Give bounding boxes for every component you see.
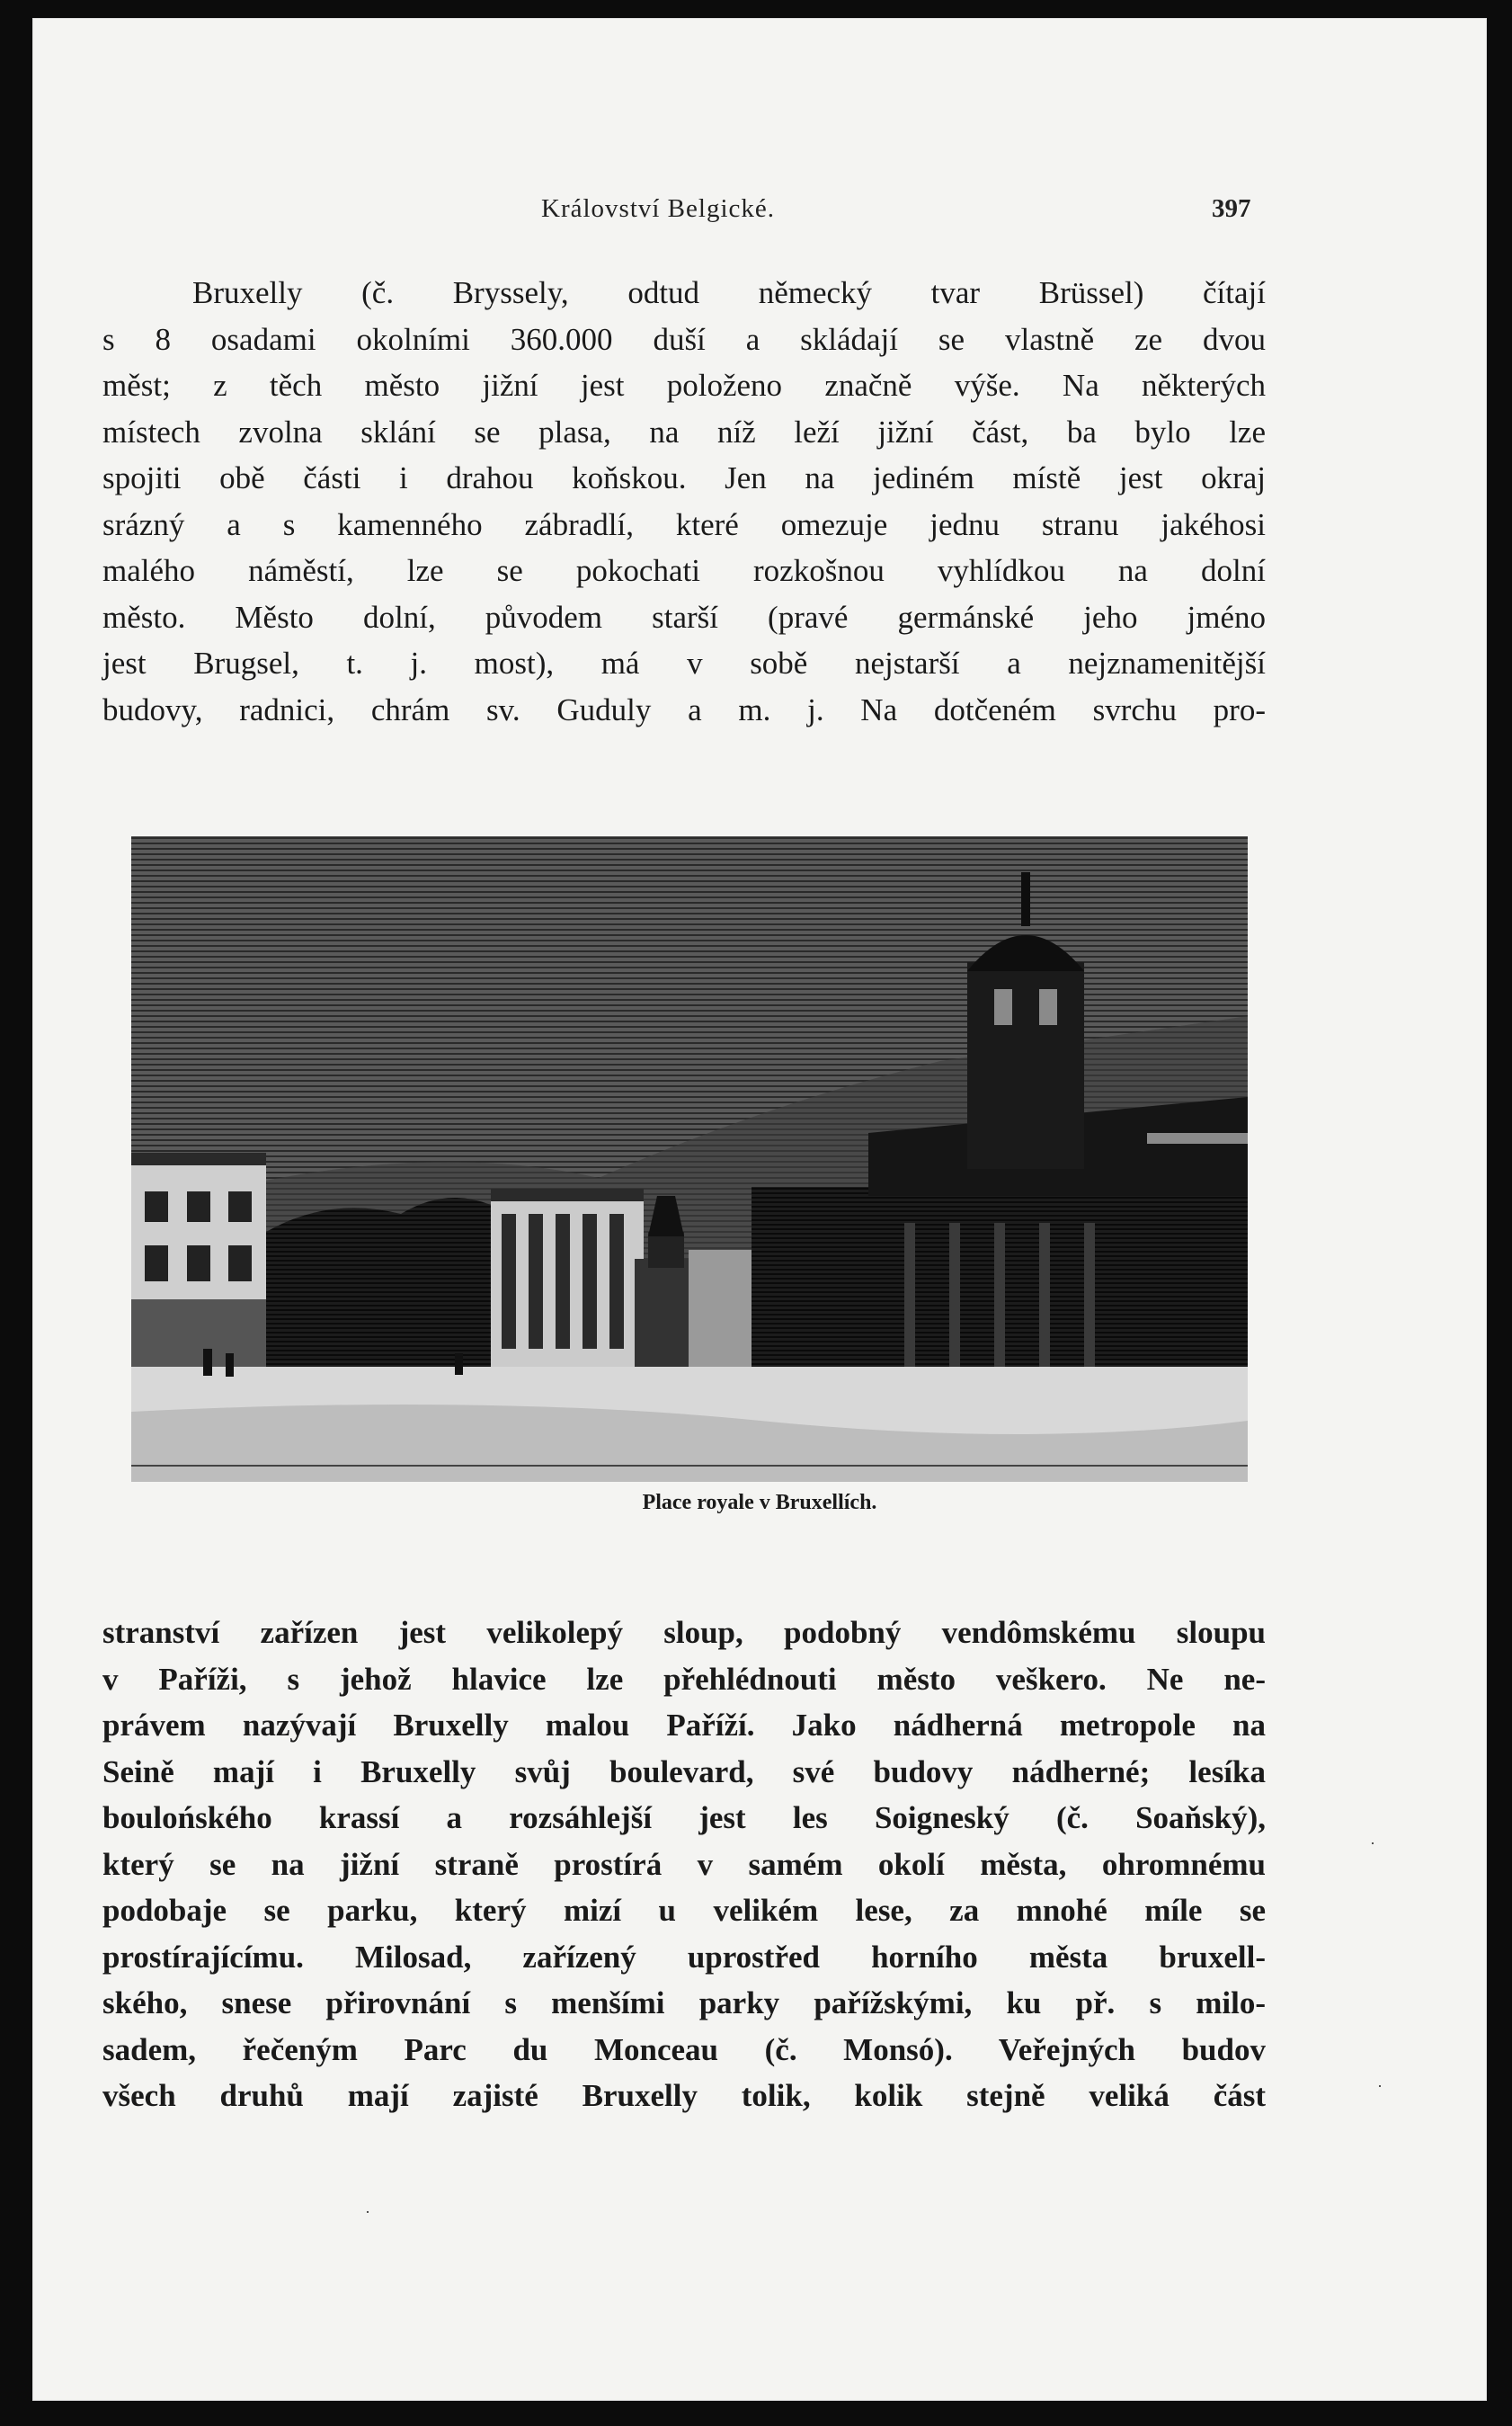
running-title: Království Belgické. bbox=[541, 194, 776, 223]
text-line: místech zvolna sklání se plasa, na níž leží jižní část, ba bylo lze bbox=[102, 414, 1266, 450]
small-building bbox=[689, 1250, 756, 1367]
margin-speck: · bbox=[1377, 2077, 1383, 2095]
text-line: v Paříži, s jehož hlavice lze přehlédnouti město veškero. Ne ne- bbox=[102, 1661, 1266, 1697]
paragraph-top bbox=[102, 270, 1266, 733]
text-line: který se na jižní straně prostírá v samém okolí města, ohromnému bbox=[102, 1846, 1266, 1882]
text-line: všech druhů mají zajisté Bruxelly tolik, kolik stejně veliká část bbox=[102, 2078, 1266, 2113]
text-line: budovy, radnici, chrám sv. Guduly a m. j. Na dotčeném svrchu pro- bbox=[102, 691, 1266, 727]
center-building bbox=[491, 1189, 644, 1367]
engraving-place-royale bbox=[131, 836, 1248, 1482]
text-line: malého náměstí, lze se pokochati rozkošnou vyhlídkou na dolní bbox=[102, 553, 1266, 588]
text-line: srázný a s kamenného zábradlí, které omezuje jednu stranu jakéhosi bbox=[102, 506, 1266, 542]
figure bbox=[203, 1349, 212, 1376]
illustration-caption: Place royale v Bruxellích. bbox=[642, 1491, 877, 1514]
figure bbox=[455, 1353, 463, 1375]
text-line: sadem, řečeným Parc du Monceau (č. Monsó). Veřejných budov bbox=[102, 2031, 1266, 2067]
book-page bbox=[32, 18, 1487, 2401]
text-line: boulońského krassí a rozsáhlejší jest les Soigneský (č. Soaňský), bbox=[102, 1800, 1266, 1835]
text-line: stranství zařízen jest velikolepý sloup, podobný vendômskému sloupu bbox=[102, 1615, 1266, 1650]
page-header bbox=[32, 194, 1487, 230]
text-line: Seině mají i Bruxelly svůj boulevard, své budovy nádherné; lesíka bbox=[102, 1753, 1266, 1789]
text-line: jest Brugsel, t. j. most), má v sobě nejstarší a nejznamenitější bbox=[102, 646, 1266, 681]
text-line: ského, snese přirovnání s menšími parky pařížskými, ku př. s milo- bbox=[102, 1985, 1266, 2020]
text-line: Bruxelly (č. Bryssely, odtud německý tvar Brüssel) čítají bbox=[192, 275, 1266, 310]
text-line: měst; z těch město jižní jest položeno značně výše. Na některých bbox=[102, 368, 1266, 403]
text-line: s 8 osadami okolními 360.000 duší a skládají se vlastně ze dvou bbox=[102, 321, 1266, 357]
margin-speck: · bbox=[1370, 1834, 1375, 1852]
text-line: spojiti obě části i drahou koňskou. Jen na jediném místě jest okraj bbox=[102, 460, 1266, 495]
text-line: podobaje se parku, který mizí u velikém lese, za mnohé míle se bbox=[102, 1893, 1266, 1928]
trees-left bbox=[266, 1198, 491, 1376]
text-line: město. Město dolní, původem starší (pravé germánské jeho jméno bbox=[102, 599, 1266, 635]
margin-speck: · bbox=[365, 2203, 370, 2221]
text-line: prostírajícímu. Milosad, zařízený uprostřed horního města bruxell- bbox=[102, 1939, 1266, 1975]
paragraph-bottom bbox=[102, 1610, 1266, 2119]
figure bbox=[226, 1353, 234, 1377]
left-building bbox=[131, 1153, 266, 1367]
page-number: 397 bbox=[1212, 194, 1251, 223]
text-line: právem nazývají Bruxelly malou Paříží. Jako nádherná metropole na bbox=[102, 1708, 1266, 1743]
